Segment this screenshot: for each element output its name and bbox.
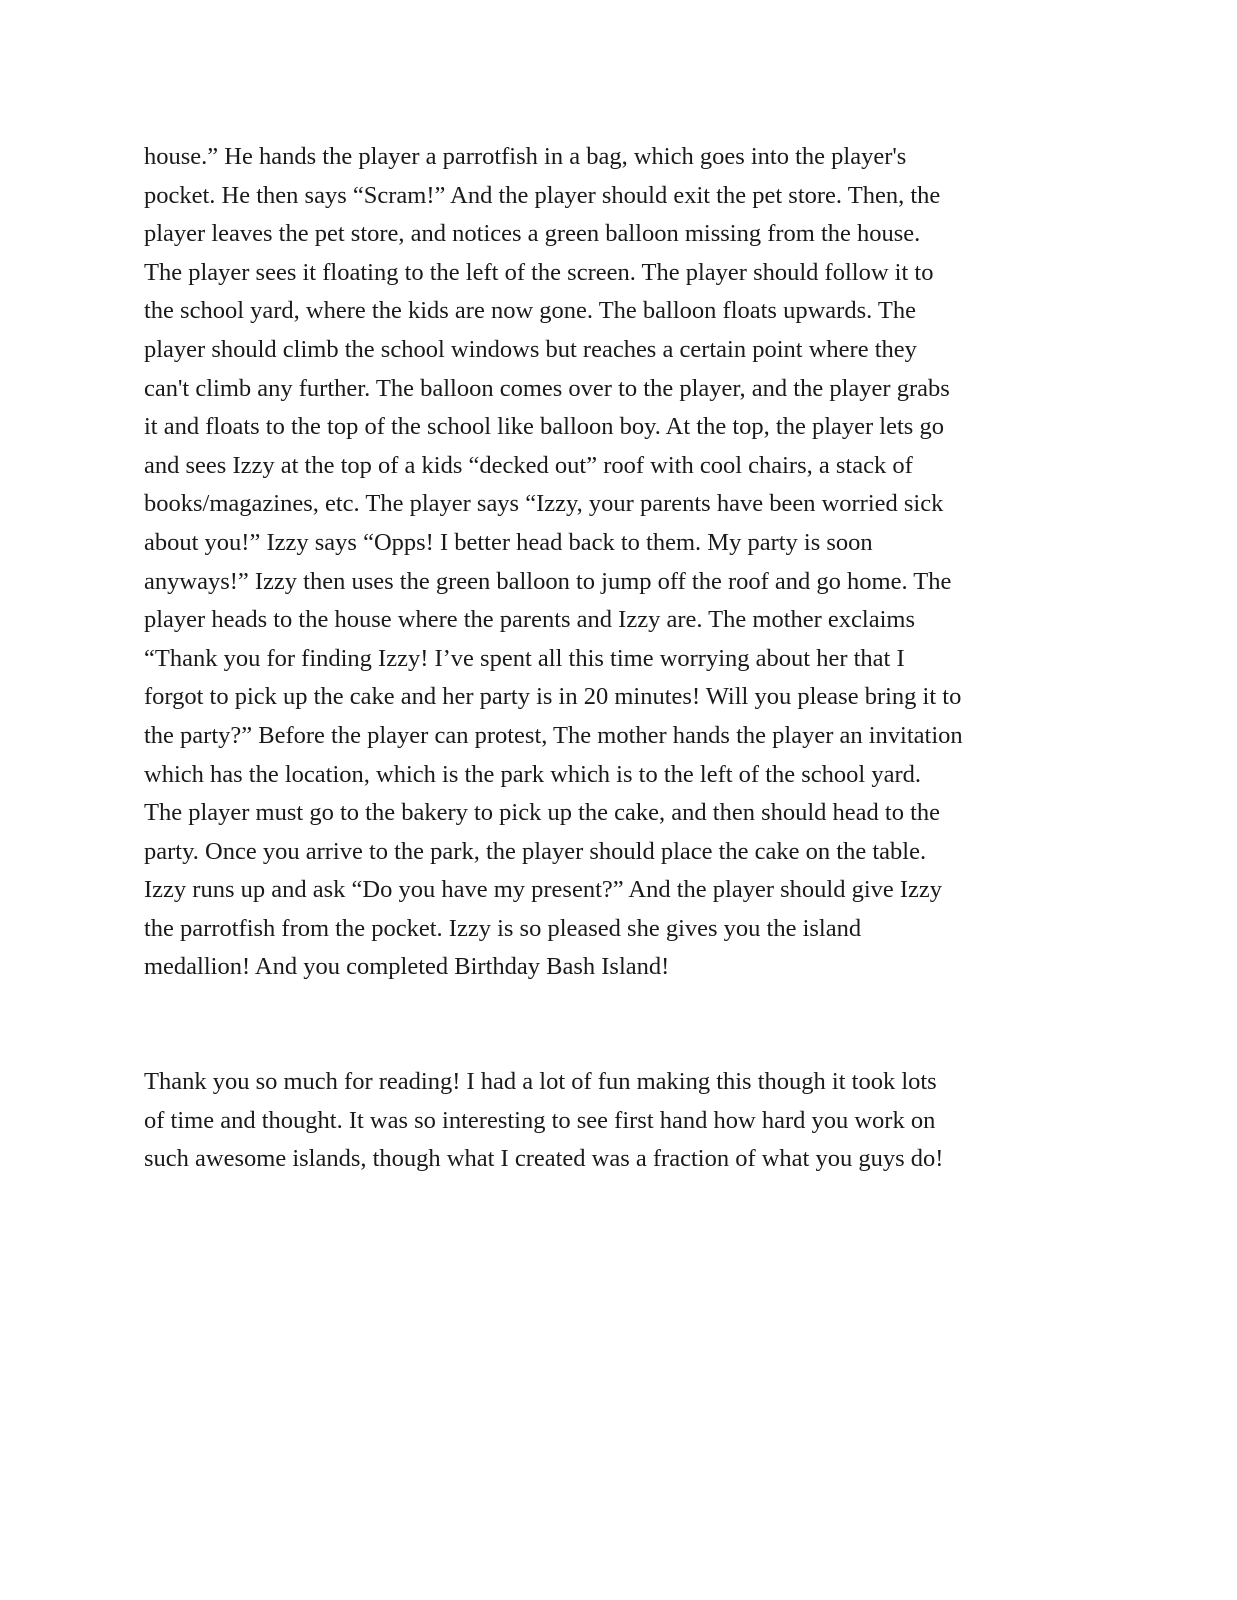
text-line: Thank you so much for reading! I had a lot of fun making this though it took lots <box>144 1068 937 1095</box>
text-line: anyways!” Izzy then uses the green balloon to jump off the roof and go home. The <box>144 567 952 595</box>
text-line: medallion! And you completed Birthday Bash Island! <box>144 953 670 981</box>
story-paragraph <box>144 138 1084 987</box>
text-line: “Thank you for finding Izzy! I’ve spent all this time worrying about her that I <box>144 644 905 672</box>
text-line: player heads to the house where the parents and Izzy are. The mother exclaims <box>144 606 915 634</box>
text-line: player should climb the school windows but reaches a certain point where they <box>144 335 917 363</box>
text-line: forgot to pick up the cake and her party is in 20 minutes! Will you please bring it to <box>144 683 962 711</box>
text-line: such awesome islands, though what I created was a fraction of what you guys do! <box>144 1145 944 1173</box>
text-line: the parrotfish from the pocket. Izzy is so pleased she gives you the island <box>144 914 862 942</box>
text-line: house.” He hands the player a parrotfish in a bag, which goes into the player's <box>144 143 907 170</box>
closing-paragraph <box>144 1063 1084 1179</box>
text-line: books/magazines, etc. The player says “Izzy, your parents have been worried sick <box>144 490 944 518</box>
text-line: the school yard, where the kids are now gone. The balloon floats upwards. The <box>144 297 917 325</box>
text-line: Izzy runs up and ask “Do you have my present?” And the player should give Izzy <box>144 876 943 904</box>
text-line: party. Once you arrive to the park, the player should place the cake on the table. <box>144 837 927 865</box>
text-line: and sees Izzy at the top of a kids “decked out” roof with cool chairs, a stack of <box>144 451 913 479</box>
text-line: it and floats to the top of the school like balloon boy. At the top, the player lets go <box>144 413 944 441</box>
text-line: The player must go to the bakery to pick up the cake, and then should head to the <box>144 799 941 827</box>
text-line: The player sees it floating to the left of the screen. The player should follow it to <box>144 258 934 286</box>
text-line: the party?” Before the player can protest, The mother hands the player an invitation <box>144 721 963 749</box>
text-line: of time and thought. It was so interesting to see first hand how hard you work on <box>144 1106 936 1134</box>
text-line: about you!” Izzy says “Opps! I better head back to them. My party is soon <box>144 528 873 556</box>
text-line: player leaves the pet store, and notices a green balloon missing from the house. <box>144 220 921 248</box>
text-line: which has the location, which is the park which is to the left of the school yard. <box>144 760 922 788</box>
text-line: can't climb any further. The balloon comes over to the player, and the player grabs <box>144 374 950 402</box>
text-line: pocket. He then says “Scram!” And the player should exit the pet store. Then, the <box>144 181 941 209</box>
